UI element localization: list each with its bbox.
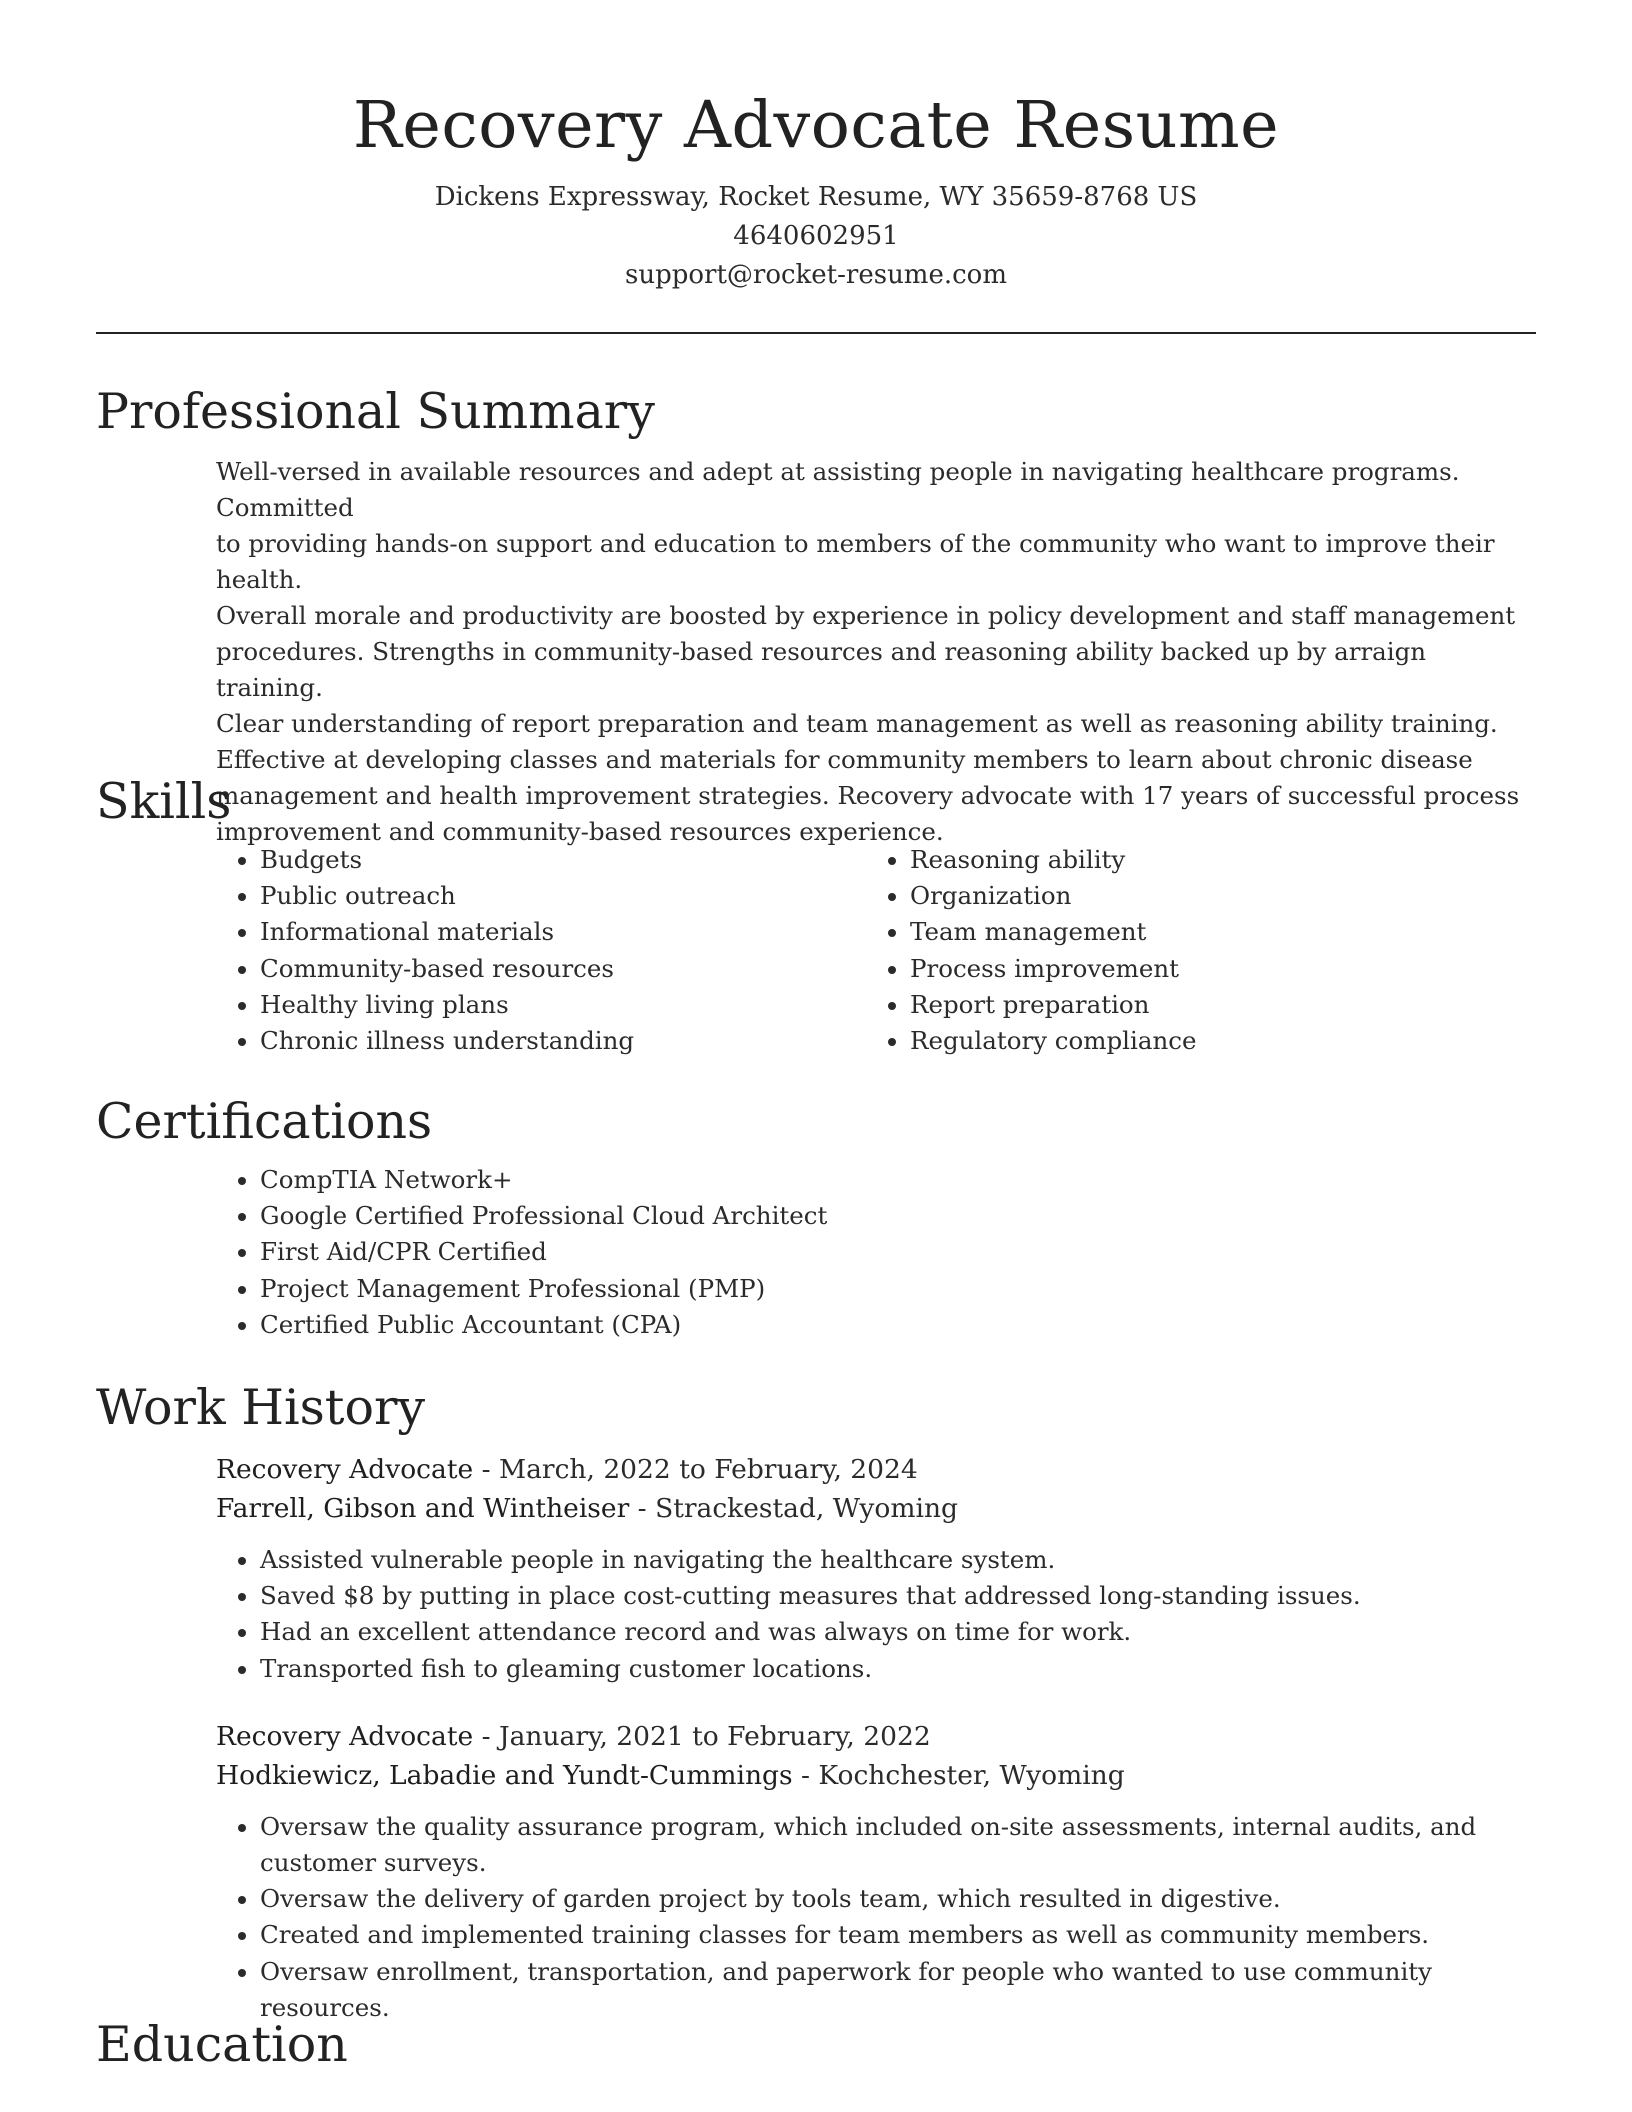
job-duties [216, 1542, 1536, 1687]
skill-item: • Community-based resources [260, 951, 866, 987]
certifications-heading: Certifications [96, 1093, 433, 1150]
summary-line: procedures. Strengths in community-based resources and reasoning ability backed up by arraign training. [216, 637, 1427, 702]
job-title-line: Recovery Advocate - January, 2021 to February, 2022 [216, 1720, 931, 1752]
summary-line: to providing hands-on support and education to members of the community who want to improve their health. [216, 529, 1495, 594]
job-company-line: Farrell, Gibson and Wintheiser - Strackestad, Wyoming [216, 1493, 958, 1524]
skill-item: • Team management [910, 914, 1516, 950]
summary-heading: Professional Summary [96, 383, 655, 440]
certification-item: • Google Certified Professional Cloud Architect [260, 1198, 1536, 1234]
education-section [96, 2015, 1536, 2075]
resume-header [96, 0, 1536, 295]
resume-title: Recovery Advocate Resume [352, 88, 1280, 163]
certification-item: • Project Management Professional (PMP) [260, 1271, 1536, 1307]
contact-info [96, 178, 1536, 295]
skill-item: • Regulatory compliance [910, 1023, 1516, 1059]
job-duty: • Had an excellent attendance record and was always on time for work. [260, 1614, 1536, 1650]
skill-item: • Process improvement [910, 951, 1516, 987]
skills-section [96, 772, 1536, 1059]
certifications-section [96, 1092, 1536, 1343]
job-role: Recovery Advocate [216, 1720, 474, 1752]
job-duty: • Created and implemented training classes for team members as well as community members. [260, 1917, 1536, 1953]
job-duty: • Saved $8 by putting in place cost-cutting measures that addressed long-standing issues. [260, 1578, 1536, 1614]
skill-item: • Informational materials [260, 914, 866, 950]
certifications-list [216, 1162, 1536, 1343]
skill-item: • Report preparation [910, 987, 1516, 1023]
job-duty: • Transported fish to gleaming customer locations. [260, 1651, 1536, 1687]
job-role: Recovery Advocate [216, 1454, 474, 1485]
summary-line: Overall morale and productivity are boosted by experience in policy development and staff management [216, 601, 1516, 630]
header-divider [96, 332, 1536, 334]
summary-line: Effective at developing classes and materials for community members to learn about chronic disease [216, 745, 1473, 774]
certification-item: • Certified Public Accountant (CPA) [260, 1307, 1536, 1343]
skill-item: • Reasoning ability [910, 842, 1516, 878]
job-company-line: Hodkiewicz, Labadie and Yundt-Cummings - Kochchester, Wyoming [216, 1759, 1125, 1791]
skill-item: • Organization [910, 878, 1516, 914]
skill-item: • Healthy living plans [260, 987, 866, 1023]
certification-item: • First Aid/CPR Certified [260, 1234, 1536, 1270]
phone: 4640602951 [733, 221, 899, 251]
summary-line: Well-versed in available resources and adept at assisting people in navigating healthcare programs. Committed [216, 457, 1460, 522]
address: Dickens Expressway, Rocket Resume, WY 35659-8768 US [434, 182, 1198, 212]
job-duty: • Oversaw enrollment, transportation, and paperwork for people who wanted to use community resources. [260, 1954, 1536, 2026]
skills-column-right [866, 842, 1516, 1059]
summary-line: improvement and community-based resources experience. [216, 817, 944, 846]
job-duty: • Oversaw the delivery of garden project by tools team, which resulted in digestive. [260, 1881, 1536, 1917]
job-entry [216, 1450, 1536, 1687]
email: support@rocket-resume.com [624, 260, 1007, 290]
skill-item: • Budgets [260, 842, 866, 878]
skill-item: • Chronic illness understanding [260, 1023, 866, 1059]
job-dates: January, 2021 to February, 2022 [498, 1720, 931, 1752]
skills-column-left [216, 842, 866, 1059]
job-location: Kochchester, Wyoming [818, 1759, 1125, 1791]
job-title-line: Recovery Advocate - March, 2022 to February, 2024 [216, 1454, 918, 1485]
job-company: Farrell, Gibson and Wintheiser [216, 1493, 630, 1524]
job-duty: • Oversaw the quality assurance program, which included on-site assessments, internal audits, and customer surveys. [260, 1809, 1536, 1881]
summary-line: management and health improvement strategies. Recovery advocate with 17 years of successful process [216, 781, 1520, 810]
summary-line: Clear understanding of report preparation and team management as well as reasoning ability training. [216, 709, 1498, 738]
education-heading: Education [96, 2016, 348, 2073]
job-entry [216, 1717, 1536, 2026]
work-history-heading: Work History [96, 1379, 426, 1436]
skills-heading: Skills [96, 773, 232, 830]
job-company: Hodkiewicz, Labadie and Yundt-Cummings [216, 1759, 793, 1791]
skill-item: • Public outreach [260, 878, 866, 914]
skills-list [216, 842, 1536, 1059]
certification-item: • CompTIA Network+ [260, 1162, 1536, 1198]
job-dates: March, 2022 to February, 2024 [498, 1454, 918, 1485]
resume-page [96, 0, 1536, 2073]
work-history-section [96, 1378, 1536, 2026]
job-location: Strackestad, Wyoming [655, 1493, 958, 1524]
job-duties [216, 1809, 1536, 2026]
job-duty: • Assisted vulnerable people in navigating the healthcare system. [260, 1542, 1536, 1578]
